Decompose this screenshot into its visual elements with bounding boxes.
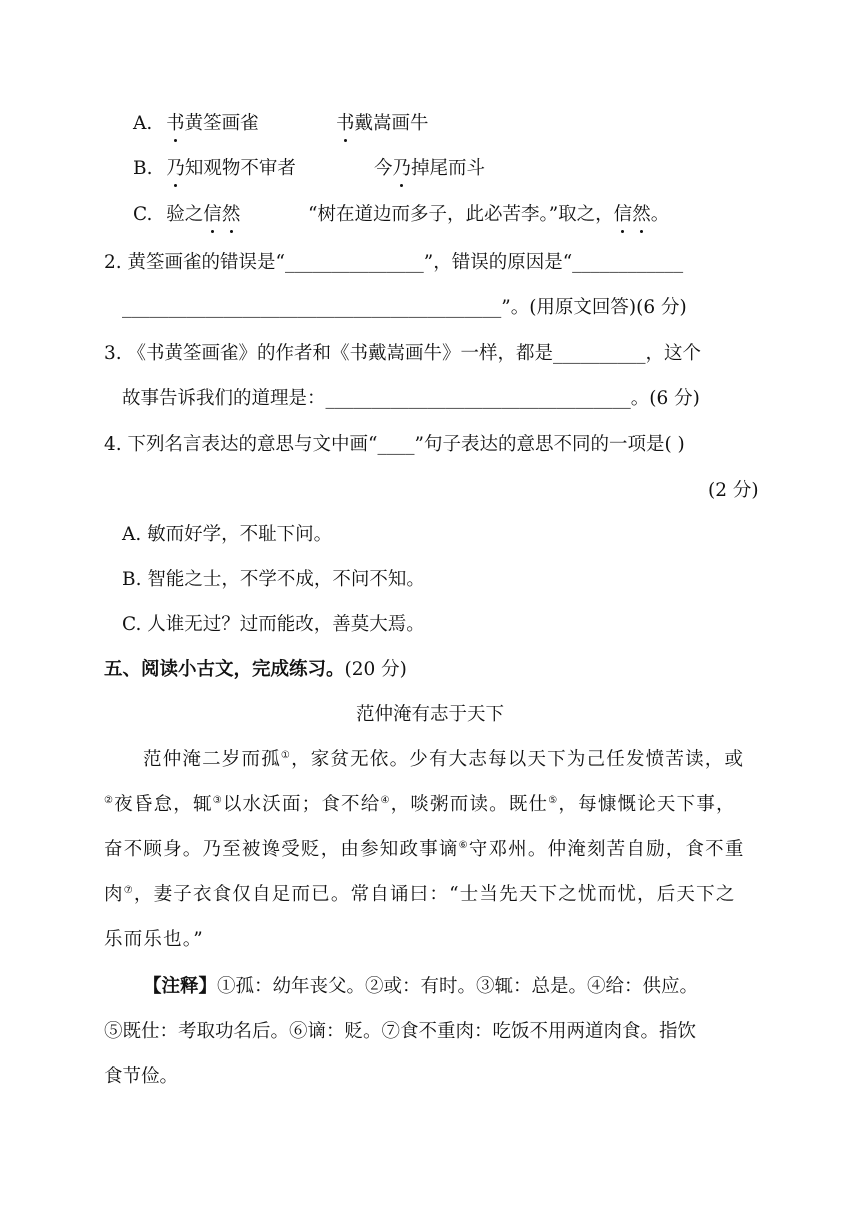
dotted-char: 信 [203,202,222,228]
dotted-char: 书 [166,111,185,137]
q3-line1: 3. 《书黄筌画雀》的作者和《书戴嵩画牛》一样，都是__________，这个 [104,343,702,364]
text: ，妻子衣食仅自足而已。常自诵曰：“士当先天下之忧而忧，后天下之 [133,884,736,905]
dotted-char: 然 [222,202,241,228]
text: 奋不顾身。乃至被谗受贬，由参知政事谪 [104,839,459,860]
notes-line-1 [143,974,698,1000]
q1-option-c-right [308,202,669,228]
text: ，啖粥而读。既仕 [390,794,549,815]
note-mark: ⑥ [458,840,469,851]
q3-line2: 故事告诉我们的道理是：_________________________________。(6 分) [122,388,700,409]
text: 肉 [104,884,124,905]
q2-line2: _________________________________________”。(用原文回答)(6 分) [122,297,687,318]
dotted-char: 乃 [393,156,412,182]
text: 知观物不审者 [184,158,296,179]
note-mark: ④ [380,795,391,806]
passage-line-1 [143,747,744,773]
note-mark: ⑦ [123,885,134,896]
text: ①孤：幼年丧父。②或：有时。③辄：总是。④给：供应。 [217,976,699,997]
passage-line-5: 乐而乐也。” [104,929,204,950]
note-mark: ③ [212,795,223,806]
passage-line-3 [104,837,745,863]
passage-title: 范仲淹有志于天下 [355,704,504,725]
option-label: B. [133,158,153,179]
passage-line-2 [104,792,736,818]
section-heading [104,657,407,683]
text: 范仲淹二岁而孤 [143,749,281,770]
dotted-char: 信 [614,202,633,228]
note-mark: ① [280,750,292,761]
option-label: A. [133,113,153,134]
q4-score: (2 分) [708,480,759,501]
text: 。 [650,204,670,225]
note-mark: ⑤ [548,795,559,806]
text: 验之 [166,204,204,225]
passage-line-4 [104,882,736,908]
q4-option-a: A. 敏而好学，不耻下问。 [122,524,333,545]
note-mark: ② [104,795,115,806]
dotted-char: 书 [336,111,355,137]
text: 守邓州。仲淹刻苦自励，食不重 [468,839,745,860]
heading-text: 五、阅读小古文，完成练习。 [104,659,345,680]
option-label: C. [133,204,153,225]
text: 黄筌画雀 [184,113,259,134]
q4-line1: 4. 下列名言表达的意思与文中画“____”句子表达的意思不同的一项是( ) [104,434,685,455]
text: 戴嵩画牛 [354,113,429,134]
text: ，家贫无依。少有大志每以天下为己任发愤苦读，或 [291,749,745,770]
notes-line-3: 食节俭。 [104,1066,179,1087]
q1-option-a-right [336,111,429,137]
text: 夜昏怠，辄 [114,794,213,815]
q1-option-b-right [374,156,485,182]
text: 以水沃面；食不给 [222,794,381,815]
q4-option-c: C. 人谁无过？过而能改，善莫大焉。 [122,614,425,635]
q1-option-c [133,202,240,228]
text: “树在道边而多子，此必苦李。”取之， [308,204,614,225]
notes-line-2: ⑤既仕：考取功名后。⑥谪：贬。⑦食不重肉：吃饭不用两道肉食。指饮 [104,1021,697,1042]
heading-score: (20 分) [344,659,407,680]
q4-option-b: B. 智能之士，不学不成，不问不知。 [122,569,425,590]
q1-option-b [133,156,296,182]
text: ，每慷慨论天下事， [558,794,736,815]
text: 今 [374,158,393,179]
q2-line1: 2. 黄筌画雀的错误是“_______________”，错误的原因是“____________ [104,252,684,273]
dotted-char: 然 [632,202,651,228]
dotted-char: 乃 [166,156,185,182]
text: 掉尾而斗 [411,158,486,179]
notes-label: 【注释】 [143,976,218,997]
q1-option-a [133,111,259,137]
